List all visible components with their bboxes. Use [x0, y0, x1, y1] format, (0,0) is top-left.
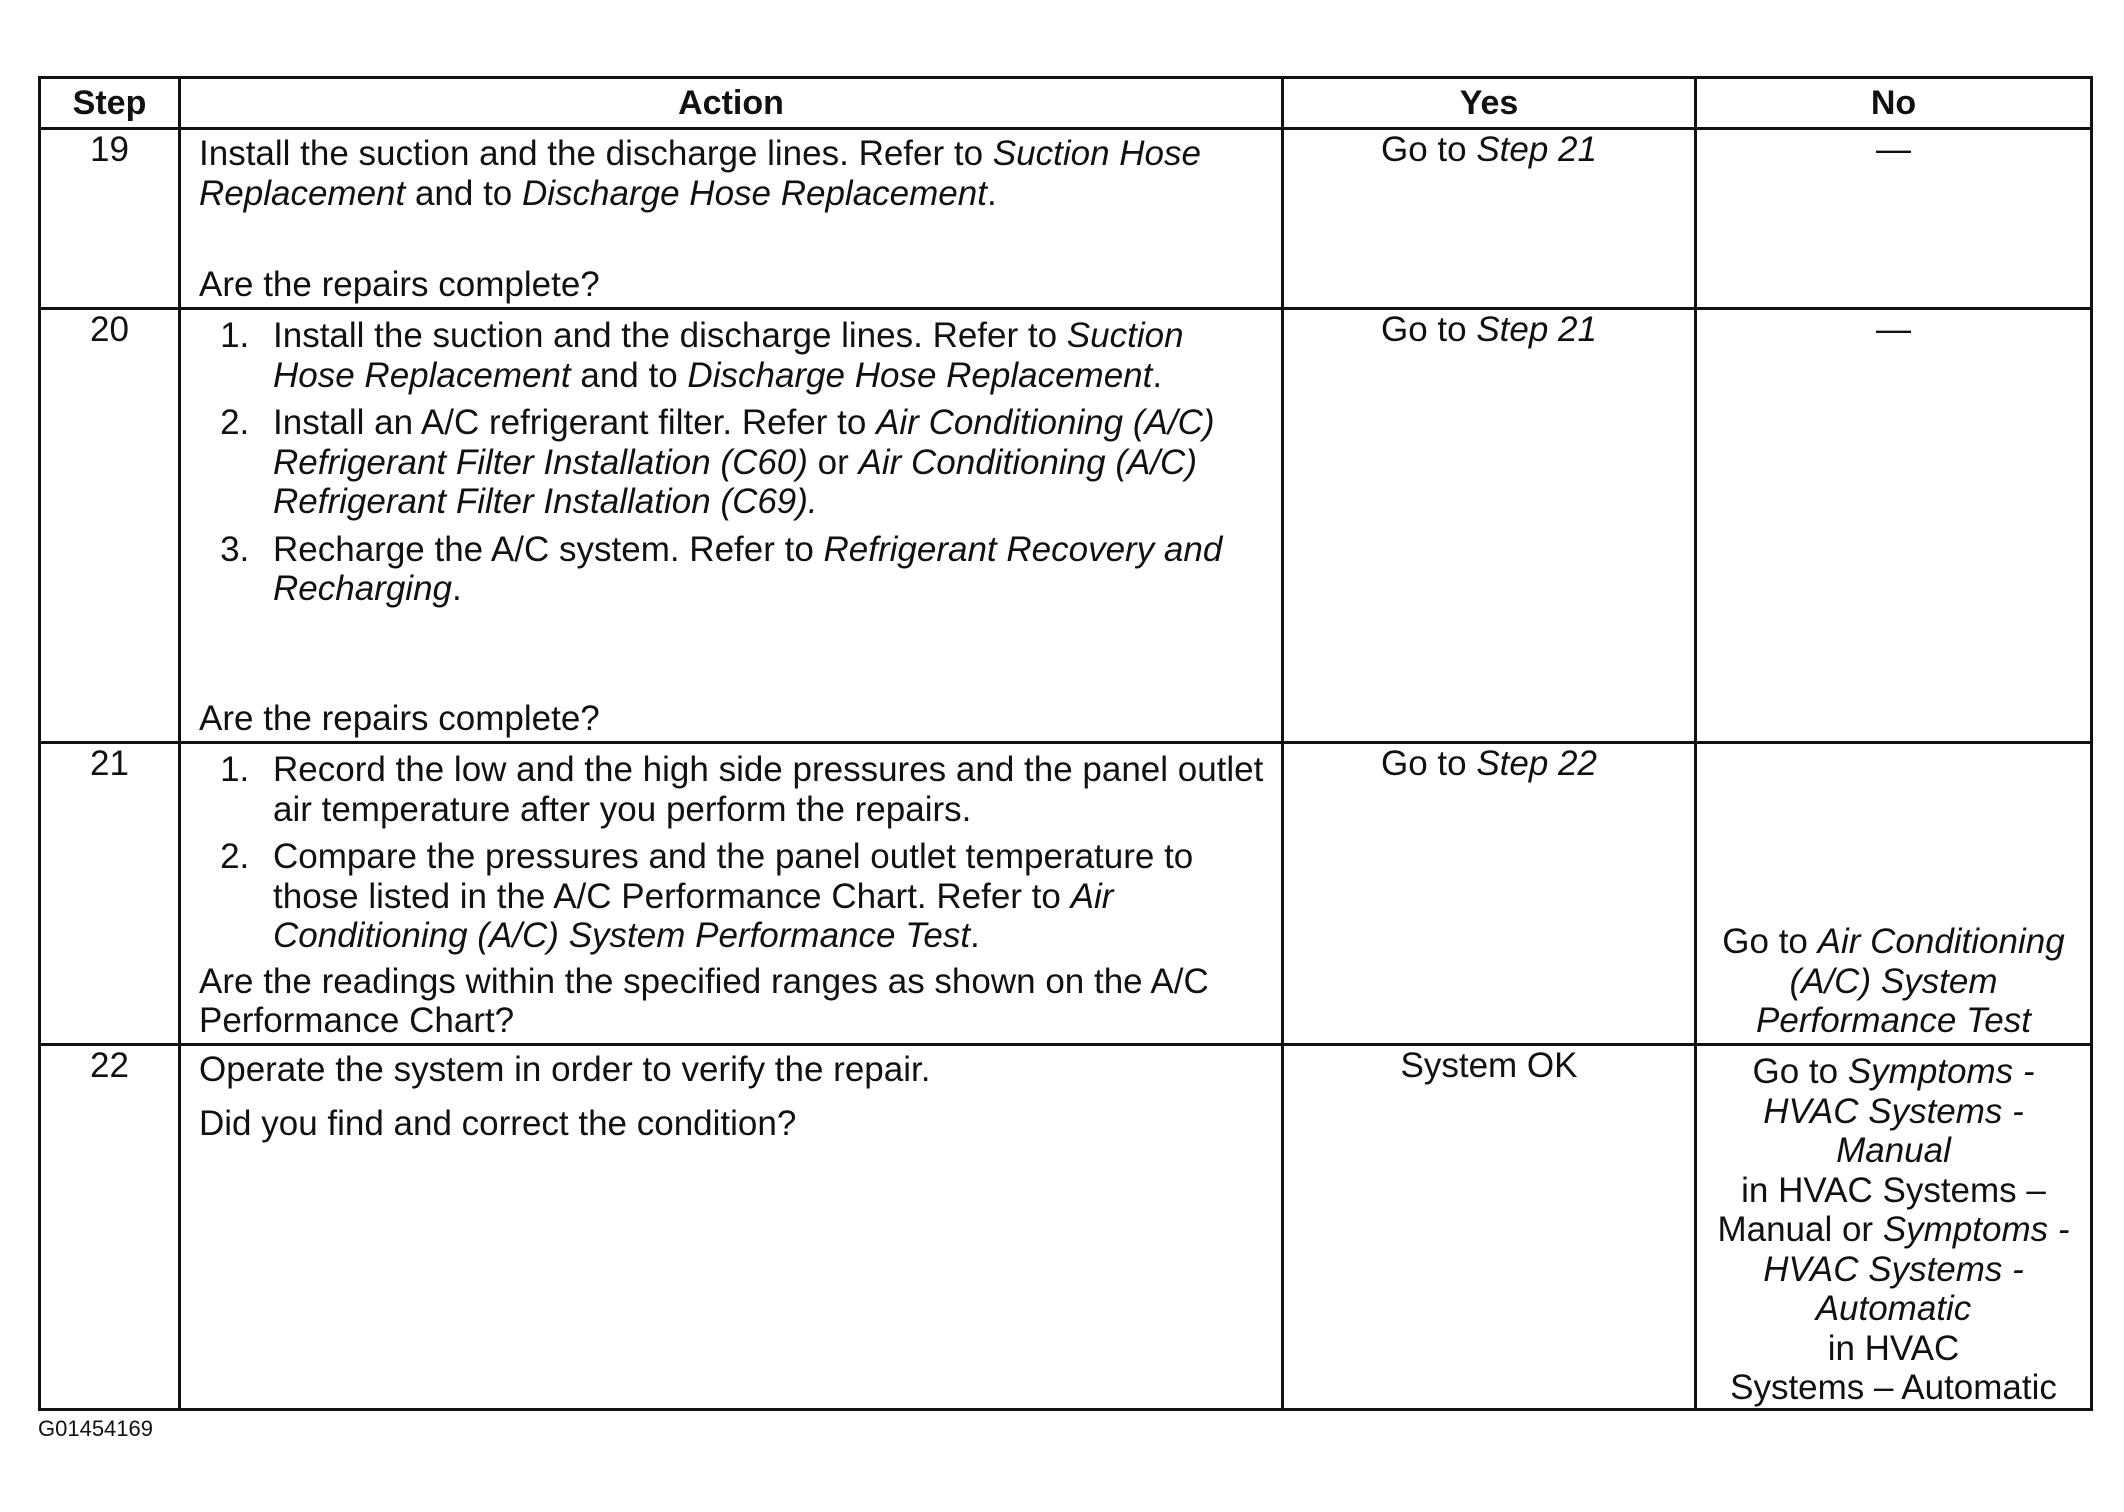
plain-text: and to [570, 355, 688, 395]
reference-text: Symptoms - [1882, 1210, 2070, 1250]
action-step-item [259, 837, 1267, 956]
reference-text: Symptoms - [1847, 1052, 2035, 1091]
reference-text: Suction Hose Replacement [273, 316, 1184, 395]
no-reference-line [1697, 1052, 2090, 1092]
plain-text: Install the suction and the discharge lines. Refer to [273, 316, 1067, 355]
header-yes: Yes [1283, 78, 1696, 129]
plain-text: . [986, 173, 997, 213]
action-question: Did you find and correct the condition? [199, 1103, 797, 1143]
plain-text: in HVAC Systems – [1741, 1170, 2046, 1210]
step-number: 22 [40, 1045, 180, 1410]
plain-text: Compare the pressures and the panel outlet temperature to those listed in the A/C Performance Chart. Refer to [273, 837, 1194, 916]
plain-text: Record the low and the high side pressures and the panel outlet air temperature after you perform the repairs. [273, 750, 1264, 829]
yes-prefix: Go to [1381, 744, 1477, 783]
yes-cell [1283, 129, 1696, 309]
plain-text: Systems – Automatic [1730, 1368, 2057, 1408]
no-cell [1696, 129, 2092, 309]
yes-cell [1283, 743, 1696, 1045]
reference-text: Air Conditioning (A/C) Refrigerant Filter Installation (C69). [273, 442, 1197, 522]
reference-text: Automatic [1815, 1289, 1972, 1329]
yes-prefix: Go to [1381, 310, 1477, 349]
plain-text: . [1152, 355, 1163, 395]
no-cell [1696, 743, 2092, 1045]
plain-text: or [807, 442, 859, 482]
yes-cell [1283, 1045, 1696, 1410]
header-no: No [1696, 78, 2092, 129]
plain-text: Install the suction and the discharge lines. Refer to [199, 134, 993, 173]
header-action: Action [180, 78, 1283, 129]
no-dash: — [1876, 310, 1911, 349]
plain-text: in HVAC [1827, 1328, 1960, 1368]
action-steps-list [199, 750, 1267, 956]
no-reference-lines[interactable] [1697, 1052, 2090, 1408]
plain-text: Manual or [1717, 1210, 1883, 1250]
plain-text: Recharge the A/C system. Refer to [273, 529, 824, 569]
action-text [199, 134, 1267, 213]
reference-text: HVAC Systems - [1763, 1249, 2024, 1289]
reference-text: Air Conditioning (A/C) System Performance Test [273, 876, 1114, 956]
action-step-item [259, 750, 1267, 829]
action-steps-list [199, 316, 1267, 609]
step-number: 19 [40, 129, 180, 309]
reference-text: Air Conditioning (A/C) System Performance Test [1756, 922, 2065, 1041]
header-row [40, 78, 2092, 129]
no-reference-line [1697, 1171, 2090, 1211]
action-step-item [259, 403, 1267, 522]
plain-text: . [452, 569, 462, 609]
action-question: Are the repairs complete? [199, 265, 600, 305]
no-cell [1696, 309, 2092, 743]
plain-text: Go to [1722, 922, 1818, 962]
no-dash: — [1876, 130, 1911, 169]
action-step-item [259, 316, 1267, 395]
action-question: Are the readings within the specified ranges as shown on the A/C Performance Chart? [199, 961, 1209, 1041]
reference-text: Replacement [936, 355, 1153, 395]
yes-step-link[interactable]: Step 21 [1476, 130, 1597, 169]
yes-prefix: Go to [1381, 130, 1477, 169]
reference-text: Air Conditioning (A/C) Refrigerant Filter Installation (C60) [273, 403, 1215, 482]
plain-text: . [970, 916, 980, 956]
action-cell [180, 129, 1283, 309]
table-row [40, 1045, 2092, 1410]
no-reference-line [1697, 1329, 2090, 1369]
reference-text: Discharge Hose Replacement [522, 173, 987, 213]
no-reference-line [1697, 1210, 2090, 1250]
no-reference-line [1697, 1250, 2090, 1290]
no-reference-line [1697, 1289, 2090, 1329]
reference-text: Refrigerant Recovery and Recharging [273, 529, 1223, 609]
plain-text: Go to [1752, 1052, 1848, 1091]
no-reference-line [1697, 1092, 2090, 1132]
no-reference-line [1697, 1368, 2090, 1408]
action-text: Operate the system in order to verify the repair. [199, 1050, 931, 1089]
step-number: 20 [40, 309, 180, 743]
yes-step-link[interactable]: Step 22 [1476, 744, 1597, 783]
yes-step-link[interactable]: Step 21 [1476, 310, 1597, 349]
action-question: Are the repairs complete? [199, 699, 600, 739]
yes-result: System OK [1400, 1046, 1578, 1085]
plain-text: Install an A/C refrigerant filter. Refer to [273, 403, 877, 443]
reference-text: HVAC Systems - [1763, 1091, 2024, 1131]
no-cell [1696, 1045, 2092, 1410]
no-reference-line [1697, 1131, 2090, 1171]
table-row [40, 129, 2092, 309]
reference-text: Discharge Hose [687, 355, 937, 395]
table-row [40, 309, 2092, 743]
step-number: 21 [40, 743, 180, 1045]
table-row [40, 743, 2092, 1045]
reference-text: Suction Hose Replacement [199, 134, 1201, 213]
yes-cell [1283, 309, 1696, 743]
header-step: Step [40, 78, 180, 129]
action-cell [180, 743, 1283, 1045]
reference-text: Manual [1836, 1131, 1951, 1171]
action-cell [180, 309, 1283, 743]
diagnostic-procedure-table [38, 76, 2093, 1411]
plain-text: and to [405, 173, 522, 213]
figure-id: G01454169 [38, 1416, 153, 1441]
no-reference-link[interactable] [1697, 922, 2090, 1041]
action-cell [180, 1045, 1283, 1410]
action-step-item [259, 530, 1267, 609]
